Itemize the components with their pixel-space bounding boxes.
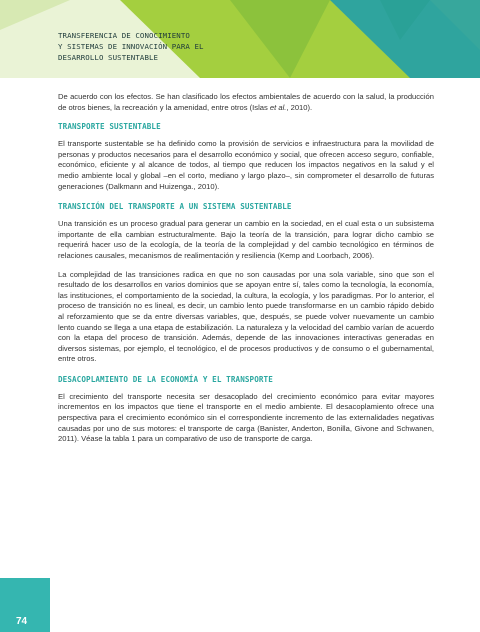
heading-desacoplamiento: DESACOPLAMIENTO DE LA ECONOMÍA Y EL TRANSPORTE: [58, 374, 273, 384]
paragraph-transicion-2: La complejidad de las transiciones radica en que no son causadas por una sola variable, sino que son el resultado de los desarrollos en varios dominios que se apoyan entre sí, tales como la tecnología, la economía, las instituciones, el comportamiento de la sociedad, la cultura, la ecología, y los paradigmas. Por lo anterior, el proceso de transición no es lineal, es decir, un cambio lento puede transformarse en un cambio rápido debido al reforzamiento que se da entre diversas variables, que, después, se puede volver nuevamente un cambio lento cuando se llega a una etapa de estabilización. La naturaleza y la velocidad del cambio varían de acuerdo con la etapa del proceso de transición. Además, depende de las innovaciones interactivas generadas en diversos sistemas, por ejemplo, el tecnológico, el de procesos productivos y de consumo o el gubernamental, entre otros.: [58, 269, 434, 364]
running-title-line-3: DESARROLLO SUSTENTABLE: [58, 53, 159, 62]
body-text: [58, 92, 434, 445]
running-title: [58, 30, 204, 63]
paragraph-transporte-sustentable: El transporte sustentable se ha definido como la provisión de servicios e infraestructura para la movilidad de personas y productos necesarios para el desarrollo económico y social, que ofrecen acceso seguro, confiable, económico, eficiente y al alcance de todos, al tiempo que reducen los impactos negativos en la salud y el medio ambiente local y global –en el corto, mediano y largo plazo–, sin comprometer el desarrollo de futuras generaciones (Dalkmann and Huizenga., 2010).: [58, 139, 434, 191]
running-title-line-1: TRANSFERENCIA DE CONOCIMIENTO: [58, 31, 190, 40]
heading-transicion: TRANSICIÓN DEL TRANSPORTE A UN SISTEMA SUSTENTABLE: [58, 202, 292, 212]
page-number-tab: [0, 578, 50, 632]
paragraph-desacoplamiento: El crecimiento del transporte necesita ser desacoplado del crecimiento económico para evitar mayores incrementos en los impactos que tiene el transporte en el medio ambiente. El desacoplamiento ofrece una perspectiva para el crecimiento económico sin el correspondiente incremento de las externalidades negativas causadas por uno de sus motores: el transporte de carga (Banister, Anderton, Bonilla, Givone and Schwanen, 2011). Véase la tabla 1 para un comparativo de uso de transporte de carga.: [58, 391, 434, 444]
paragraph-transicion-1: Una transición es un proceso gradual para generar un cambio en la sociedad, en el cual esta o un subsistema importante de ella cambian estructuralmente. Bajo la teoría de la transición, para lograr dicho cambio se requerirá hacer uso de la ecología, de la teoría de la complejidad y del cambio tecnológico en términos de relaciones causales, mecanismos de realimentación y resiliencia (Kemp and Loorbach, 2006).: [58, 219, 434, 260]
page-header: [0, 0, 480, 78]
running-title-line-2: Y SISTEMAS DE INNOVACIÓN PARA EL: [58, 42, 204, 51]
intro-paragraph: De acuerdo con los efectos. Se han clasificado los efectos ambientales de acuerdo con la salud, la producción de otros bienes, la recreación y la amenidad, entre otros (Islas et al., 2010).: [58, 92, 434, 112]
heading-transporte-sustentable: TRANSPORTE SUSTENTABLE: [58, 122, 161, 132]
page-number: 74: [16, 616, 28, 627]
